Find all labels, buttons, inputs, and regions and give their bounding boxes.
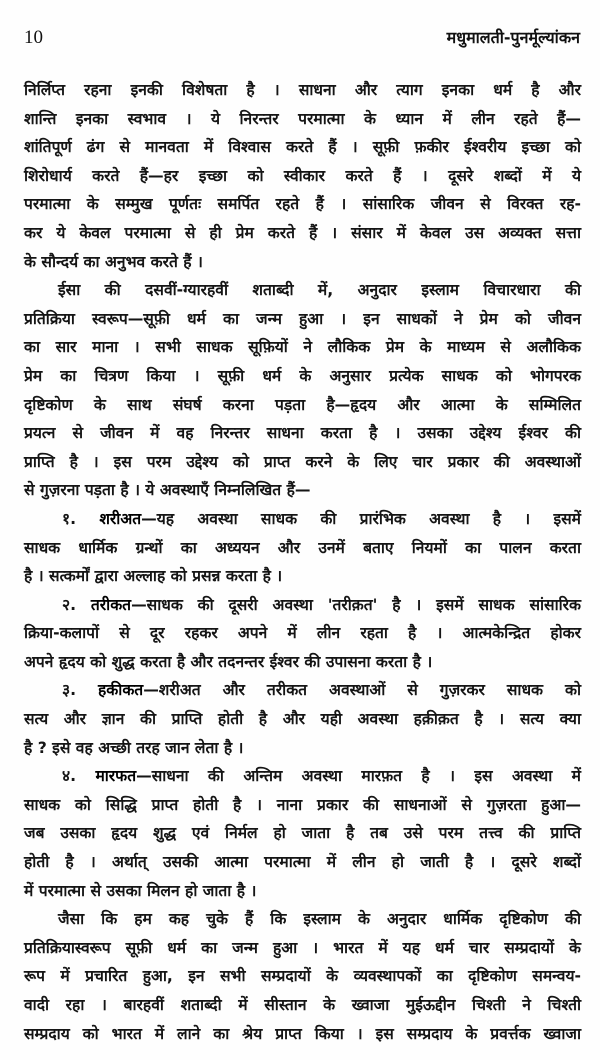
text-line: शांतिपूर्ण ढंग से मानवता में विश्वास करते हैं । सूफ़ी फ़कीर ईश्वरीय इच्छा को xyxy=(24,138,581,157)
text-line: जैसा कि हम कह चुके हैं कि इस्लाम के अनुदार धार्मिक दृष्टिकोण की xyxy=(58,910,581,929)
text-line: का सार माना । सभी साधक सूफ़ियों ने लौकिक प्रेम के माध्यम से अलौकिक xyxy=(24,338,581,357)
stage-text: —साधक की दूसरी अवस्था 'तरीक़त' है । इसमें साधक सांसारिक xyxy=(131,595,582,614)
stage-number: २. xyxy=(62,595,77,614)
body-text xyxy=(24,76,581,1048)
stage-4-line xyxy=(24,762,581,791)
stage-number: १. xyxy=(62,509,77,528)
stage-2-line xyxy=(24,591,581,620)
stage-term: तरीकत xyxy=(90,595,132,614)
running-head xyxy=(24,26,580,52)
stage-text: —शरीअत और तरीकत अवस्थाओं से गुज़रकर साधक को xyxy=(143,681,581,700)
text-line: जब उसका हृदय शुद्ध एवं निर्मल हो जाता है तब उसे परम तत्त्व की प्राप्ति xyxy=(24,824,581,843)
stage-number: ४. xyxy=(62,767,77,786)
text-line: शिरोधार्य करते हैं—हर इच्छा को स्वीकार करते हैं । दूसरे शब्दों में ये xyxy=(24,166,581,185)
text-line: अपने हृदय को शुद्ध करता है और तदनन्तर ईश्वर की उपासना करता है । xyxy=(24,652,433,671)
text-line: है । सत्कर्मों द्वारा अल्लाह को प्रसन्न करता है । xyxy=(24,567,283,586)
text-line: सत्य और ज्ञान की प्राप्ति होती है और यही अवस्था हक़ीक़त है । सत्य क्या xyxy=(24,710,581,729)
text-line: प्राप्ति है । इस परम उद्देश्य को प्राप्त करने के लिए चार प्रकार की अवस्थाओं xyxy=(24,452,581,471)
text-line: है ? इसे वह अच्छी तरह जान लेता है । xyxy=(24,738,244,757)
text-line: शान्ति इनका स्वभाव । ये निरन्तर परमात्मा के ध्यान में लीन रहते हैं— xyxy=(24,109,581,128)
stage-1-line xyxy=(24,505,581,534)
stage-3-line xyxy=(24,676,581,705)
page-number: 10 xyxy=(24,27,43,48)
text-line: दृष्टिकोण के साथ संघर्ष करना पड़ता है—हृदय और आत्मा के सम्मिलित xyxy=(24,395,581,414)
text-line: निर्लिप्त रहना इनकी विशेषता है । साधना और त्याग इनका धर्म है और xyxy=(24,81,581,99)
text-line: कर ये केवल परमात्मा से ही प्रेम करते हैं । संसार में केवल उस अव्यक्त सत्ता xyxy=(24,223,581,242)
text-line: सम्प्रदाय को भारत में लाने का श्रेय प्राप्त किया । इस सम्प्रदाय के प्रवर्त्तक ख्वाजा xyxy=(24,1024,581,1043)
stage-text: —यह अवस्था साधक की प्रारंभिक अवस्था है । इसमें xyxy=(141,509,581,528)
text-line: के सौन्दर्य का अनुभव करते हैं । xyxy=(24,252,203,271)
text-line: वादी रहा । बारहवीं शताब्दी में सीस्तान के ख्वाजा मुईऊद्दीन चिश्ती ने चिश्ती xyxy=(24,996,581,1014)
book-title: मधुमालती-पुनर्मूल्यांकन xyxy=(446,28,580,47)
text-line: होती है । अर्थात् उसकी आत्मा परमात्मा में लीन हो जाती है । दूसरे शब्दों xyxy=(24,853,581,872)
text-line: से गुज़रना पड़ता है । ये अवस्थाएँ निम्नलिखित हैं— xyxy=(24,481,311,500)
text-line: रूप में प्रचारित हुआ, इन सभी सम्प्रदायों के व्यवस्थापकों का दृष्टिकोण समन्वय- xyxy=(24,967,581,986)
text-line: ईसा की दसवीं-ग्यारहवीं शताब्दी में, अनुदार इस्लाम विचारधारा की xyxy=(58,281,581,300)
stage-term: शरीअत xyxy=(99,509,142,528)
text-line: प्रेम का चित्रण किया । सूफ़ी धर्म के अनुसार प्रत्येक साधक को भोगपरक xyxy=(24,366,581,385)
text-line: में परमात्मा से उसका मिलन हो जाता है । xyxy=(24,881,257,900)
text-line: प्रयत्न से जीवन में वह निरन्तर साधना करता है । उसका उद्देश्य ईश्वर की xyxy=(24,424,581,443)
text-line: प्रतिक्रियास्वरूप सूफ़ी धर्म का जन्म हुआ । भारत में यह धर्म चार सम्प्रदायों के xyxy=(24,938,581,957)
text-line: साधक को सिद्धि प्राप्त होती है । नाना प्रकार की साधनाओं से गुज़रता हुआ— xyxy=(24,795,581,814)
text-line: क्रिया-कलापों से दूर रहकर अपने में लीन रहता है । आत्मकेन्द्रित होकर xyxy=(24,624,581,643)
text-line: साधक धार्मिक ग्रन्थों का अध्ययन और उनमें बताए नियमों का पालन करता xyxy=(24,538,581,557)
text-line: प्रतिक्रिया स्वरूप—सूफ़ी धर्म का जन्म हुआ । इन साधकों ने प्रेम को जीवन xyxy=(24,309,581,328)
stage-number: ३. xyxy=(62,681,77,700)
stage-text: —साधना की अन्तिम अवस्था मारफ़त है । इस अवस्था में xyxy=(136,767,581,786)
stage-term: मारफत xyxy=(95,767,137,786)
text-line: परमात्मा के सम्मुख पूर्णतः समर्पित रहते हैं । सांसारिक जीवन से विरक्त रह- xyxy=(24,195,581,214)
stage-term: हकीकत xyxy=(98,681,144,700)
